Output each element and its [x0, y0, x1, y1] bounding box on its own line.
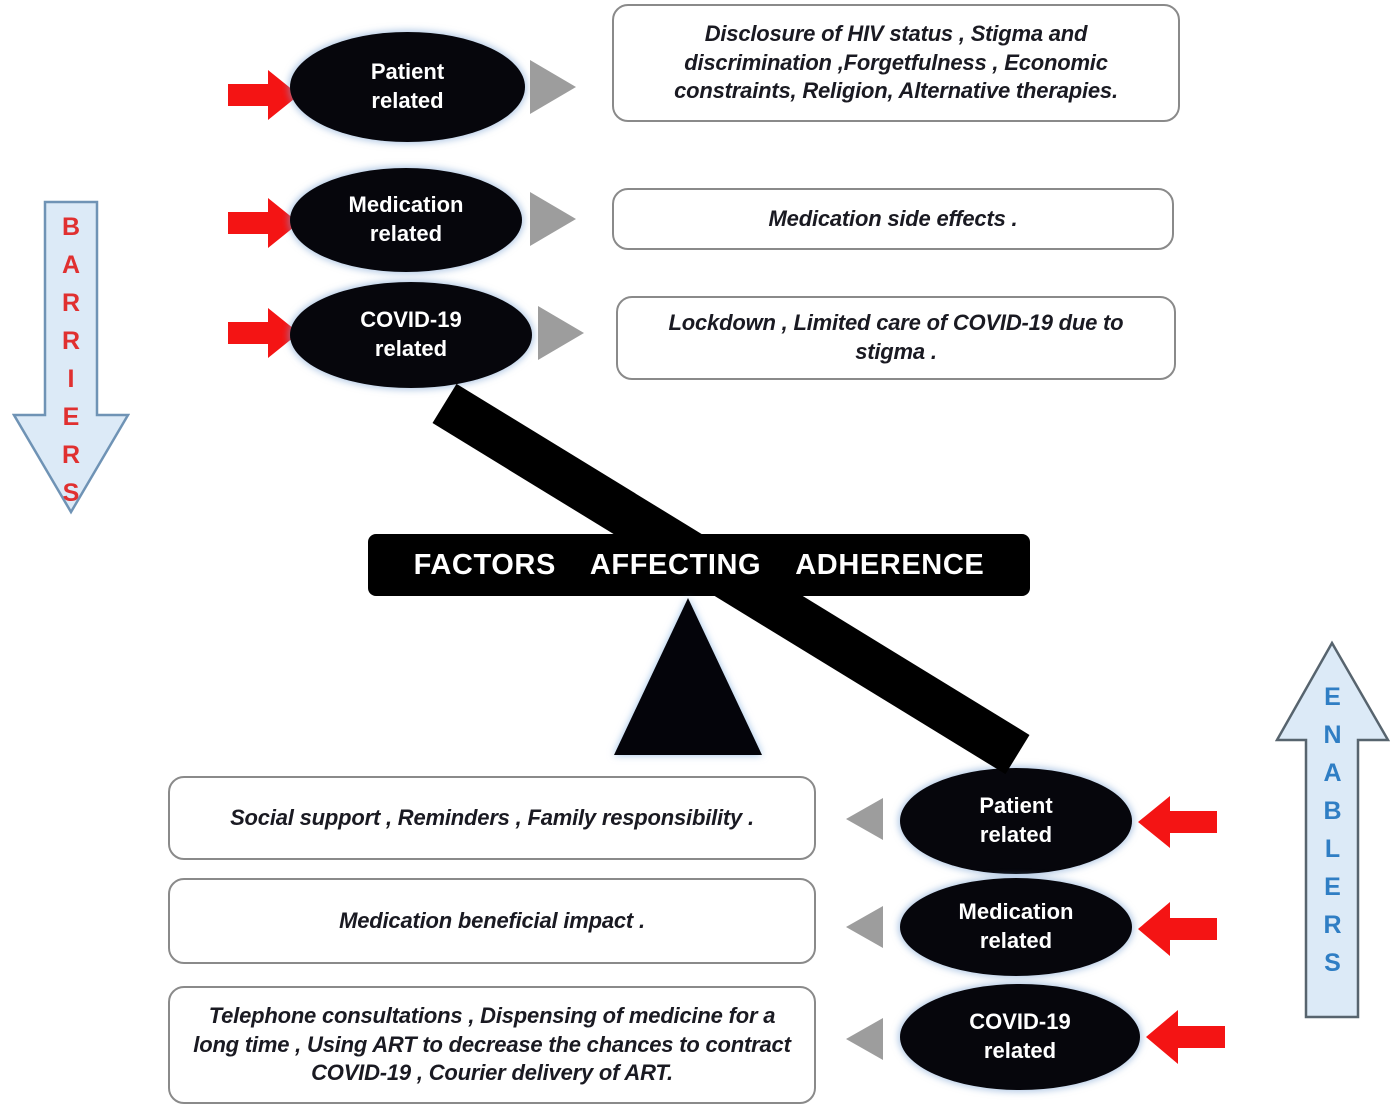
enabler-detail-covid: Telephone consultations , Dispensing of medicine for a long time , Using ART to decrease the chances to contract COVID-19 , Courier delivery of ART. — [168, 986, 816, 1104]
enablers-letter: E — [1324, 683, 1341, 711]
barrier-detail-medication: Medication side effects . — [612, 188, 1174, 250]
barriers-arrow — [12, 200, 130, 515]
enabler-node-covid[interactable] — [900, 984, 1140, 1090]
enabler-detail-patient: Social support , Reminders , Family responsibility . — [168, 776, 816, 860]
gray-triangle-barrier-medication — [530, 192, 576, 246]
enablers-letter: S — [1324, 949, 1341, 977]
enablers-letter: R — [1323, 911, 1342, 939]
gray-triangle-enabler-patient — [846, 798, 883, 840]
gray-triangle-barrier-patient — [530, 60, 576, 114]
enabler-detail-medication: Medication beneficial impact . — [168, 878, 816, 964]
gray-triangle-enabler-covid — [846, 1018, 883, 1060]
enablers-arrow-letters — [1275, 678, 1390, 982]
seesaw-segment-adherence: ADHERENCE — [795, 548, 985, 581]
barrier-node-medication[interactable] — [290, 168, 522, 272]
barrier-node-covid-line1: COVID-19 — [360, 307, 462, 333]
barriers-letter: R — [61, 327, 81, 355]
enabler-node-medication-line1: Medication — [958, 899, 1074, 925]
enablers-arrow — [1275, 640, 1390, 1020]
barrier-node-patient-line1: Patient — [370, 59, 445, 85]
barrier-node-patient[interactable] — [290, 32, 525, 142]
barrier-detail-covid: Lockdown , Limited care of COVID-19 due to stigma . — [616, 296, 1176, 380]
enabler-node-patient-line1: Patient — [979, 793, 1053, 819]
enabler-node-medication-line2: related — [979, 928, 1053, 953]
gray-triangle-enabler-medication — [846, 906, 883, 948]
seesaw-segment-factors: FACTORS — [413, 548, 556, 581]
enablers-letter: A — [1323, 759, 1342, 787]
enabler-node-patient-line2: related — [979, 822, 1053, 847]
barriers-arrow-letters — [12, 208, 130, 512]
seesaw-label-bar — [368, 534, 1030, 596]
enabler-node-medication[interactable] — [900, 878, 1132, 976]
red-arrow-enabler-covid — [1144, 1008, 1226, 1066]
enablers-letter: E — [1324, 873, 1341, 901]
enabler-node-patient[interactable] — [900, 768, 1132, 874]
barriers-letter: R — [61, 289, 81, 317]
red-arrow-enabler-medication — [1136, 900, 1218, 958]
enablers-letter: B — [1323, 797, 1342, 825]
barriers-letter: B — [61, 213, 81, 241]
red-arrow-barrier-patient — [228, 68, 300, 122]
barrier-node-covid-line2: related — [374, 336, 448, 361]
enablers-letter: N — [1323, 721, 1342, 749]
enabler-node-covid-line2: related — [983, 1038, 1057, 1063]
gray-triangle-barrier-covid — [538, 306, 584, 360]
barriers-letter: R — [61, 441, 81, 469]
enablers-letter: L — [1324, 835, 1341, 863]
barriers-letter: E — [62, 403, 80, 431]
barrier-node-medication-line1: Medication — [348, 192, 464, 218]
barrier-node-medication-line2: related — [369, 221, 443, 246]
red-arrow-barrier-medication — [228, 196, 300, 250]
red-arrow-enabler-patient — [1136, 794, 1218, 850]
seesaw-segment-affecting: AFFECTING — [589, 548, 762, 581]
barrier-node-covid[interactable] — [290, 282, 532, 388]
barrier-node-patient-line2: related — [371, 88, 444, 113]
barriers-letter: S — [62, 479, 80, 507]
enabler-node-covid-line1: COVID-19 — [969, 1009, 1071, 1035]
barriers-letter: I — [67, 365, 75, 393]
barrier-detail-patient: Disclosure of HIV status , Stigma and discrimination ,Forgetfulness , Economic constraints, Religion, Alternative therapies. — [612, 4, 1180, 122]
barriers-letter: A — [61, 251, 81, 279]
seesaw-fulcrum — [614, 598, 762, 755]
